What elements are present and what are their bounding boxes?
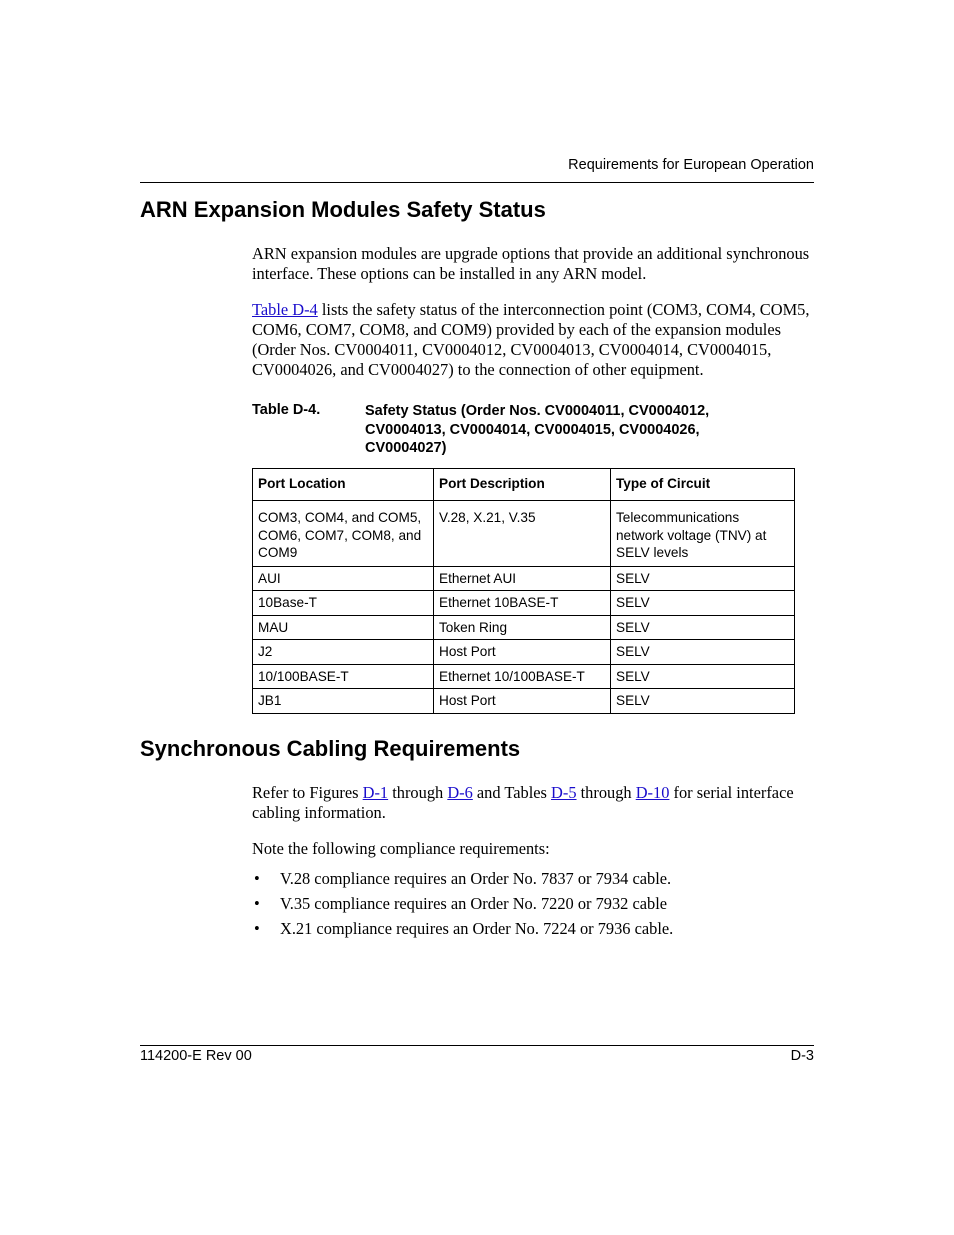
table-header-row xyxy=(253,469,795,501)
footer-rule xyxy=(140,1045,814,1046)
compliance-intro: Note the following compliance requirements: xyxy=(252,839,550,858)
bullet-glyph: • xyxy=(254,919,260,938)
cell-port-description: Host Port xyxy=(434,640,611,665)
list-item-text: V.35 compliance requires an Order No. 7220 or 7932 cable xyxy=(280,894,668,913)
cell-type-of-circuit: SELV xyxy=(611,664,795,689)
table-d10-link[interactable]: D-10 xyxy=(635,783,670,802)
page-number: D-3 xyxy=(790,1048,814,1064)
cell-port-location: JB1 xyxy=(253,689,434,714)
cell-type-of-circuit: SELV xyxy=(611,615,795,640)
list-item xyxy=(252,894,673,919)
figure-d1-link[interactable]: D-1 xyxy=(362,783,389,802)
document-number: 114200-E Rev 00 xyxy=(140,1048,252,1064)
table-caption-number: Table D-4. xyxy=(252,402,321,418)
cell-port-location: MAU xyxy=(253,615,434,640)
cell-port-description: Host Port xyxy=(434,689,611,714)
cell-port-description: Ethernet 10/100BASE-T xyxy=(434,664,611,689)
cell-port-location: 10/100BASE-T xyxy=(253,664,434,689)
table-caption-title: Safety Status (Order Nos. CV0004011, CV0004012, CV0004013, CV0004014, CV0004015, CV0004026, CV0004027) xyxy=(365,403,710,456)
header-port-description: Port Description xyxy=(434,469,611,501)
table-row xyxy=(253,591,795,616)
list-item-text: V.28 compliance requires an Order No. 7837 or 7934 cable. xyxy=(280,869,672,888)
table-reference-text: lists the safety status of the interconnection point (COM3, COM4, COM5, COM6, COM7, COM8, and COM9) provided by each of the expansion modules (Order Nos. CV0004011, CV0004012, CV0004013, CV0004014, CV0004015, CV0004026, and CV0004027) to the connection of other equipment. xyxy=(252,300,810,379)
cell-type-of-circuit: SELV xyxy=(611,566,795,591)
compliance-list xyxy=(252,869,673,944)
cell-port-description: Ethernet 10BASE-T xyxy=(434,591,611,616)
and-tables-text: and Tables xyxy=(472,783,552,802)
running-header: Requirements for European Operation xyxy=(568,157,814,173)
bullet-glyph: • xyxy=(254,869,260,888)
table-reference-paragraph xyxy=(252,300,818,380)
list-item xyxy=(252,919,673,944)
refer-suffix-text: for serial interface cabling information. xyxy=(252,783,794,822)
safety-status-table xyxy=(252,468,795,714)
refer-paragraph xyxy=(252,783,818,823)
table-row xyxy=(253,689,795,714)
list-item xyxy=(252,869,673,894)
cell-type-of-circuit: SELV xyxy=(611,640,795,665)
header-type-of-circuit: Type of Circuit xyxy=(611,469,795,501)
cell-port-location: COM3, COM4, and COM5, COM6, COM7, COM8, and COM9 xyxy=(253,501,434,567)
table-row xyxy=(253,640,795,665)
cell-port-location: AUI xyxy=(253,566,434,591)
through-text: through xyxy=(576,783,636,802)
header-rule xyxy=(140,182,814,183)
cell-port-location: 10Base-T xyxy=(253,591,434,616)
header-port-location: Port Location xyxy=(253,469,434,501)
table-d4-link[interactable]: Table D-4 xyxy=(252,300,318,319)
cell-port-location: J2 xyxy=(253,640,434,665)
table-row xyxy=(253,615,795,640)
bullet-glyph: • xyxy=(254,894,260,913)
table-row xyxy=(253,501,795,567)
section-title-expansion-modules: ARN Expansion Modules Safety Status xyxy=(140,197,546,222)
cell-type-of-circuit: SELV xyxy=(611,591,795,616)
refer-prefix-text: Refer to Figures xyxy=(252,783,363,802)
list-item-text: X.21 compliance requires an Order No. 7224 or 7936 cable. xyxy=(280,919,674,938)
through-text: through xyxy=(388,783,448,802)
intro-paragraph: ARN expansion modules are upgrade options that provide an additional synchronous interface. These options can be installed in any ARN model. xyxy=(252,244,810,283)
table-row xyxy=(253,664,795,689)
cell-type-of-circuit: SELV xyxy=(611,689,795,714)
cell-port-description: Token Ring xyxy=(434,615,611,640)
cell-port-description: Ethernet AUI xyxy=(434,566,611,591)
table-d5-link[interactable]: D-5 xyxy=(551,783,577,802)
table-row xyxy=(253,566,795,591)
figure-d6-link[interactable]: D-6 xyxy=(447,783,473,802)
section-title-synchronous-cabling: Synchronous Cabling Requirements xyxy=(140,736,521,761)
cell-type-of-circuit: Telecommunications network voltage (TNV) at SELV levels xyxy=(611,501,795,567)
cell-port-description: V.28, X.21, V.35 xyxy=(434,501,611,567)
